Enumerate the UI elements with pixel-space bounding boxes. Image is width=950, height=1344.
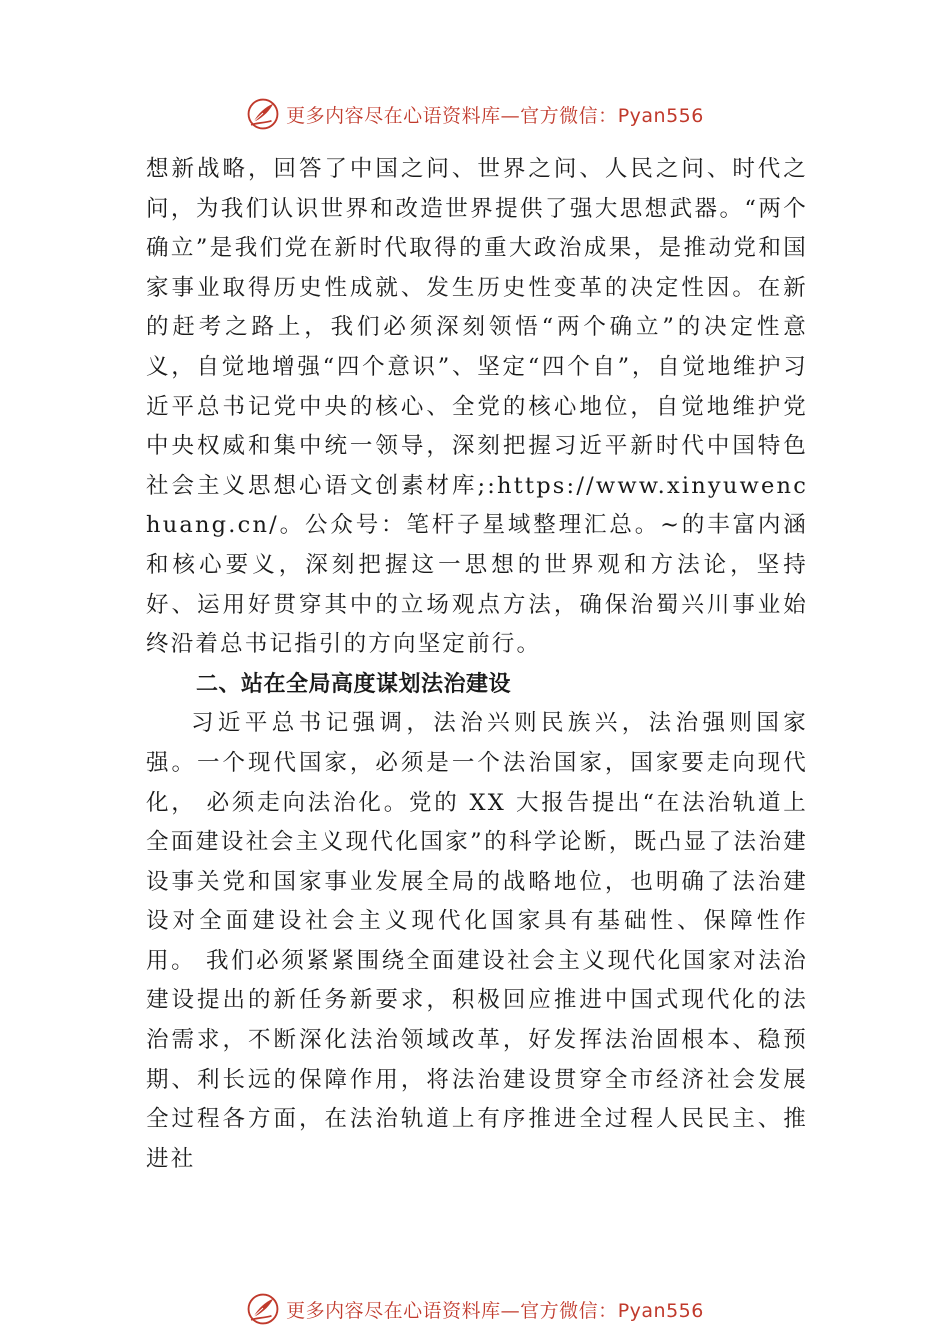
footer-banner xyxy=(0,1289,950,1329)
body-paragraph-2: 习近平总书记强调，法治兴则民族兴，法治强则国家强。一个现代国家，必须是一个法治国家，国家要走向现代化， 必须走向法治化。党的 XX 大报告提出“在法治轨道上全面建设社会主义现代化国家”的科学论断，既凸显了法治建设事关党和国家事业发展全局的战略地位，也明确了法治建设对全面建设社会主义现代化国家具有基础性、保障性作用。 我们必须紧紧围绕全面建设社会主义现代化国家对法治建设提出的新任务新要求，积极回应推进中国式现代化的法治需求，不断深化法治领域改革，好发挥法治固根本、稳预期、利长远的保障作用，将法治建设贯穿全市经济社会发展全过程各方面，在法治轨道上有序推进全过程人民民主、推进社 xyxy=(146,710,808,1172)
header-separator: — xyxy=(500,104,521,127)
footer-contact-label: 官方微信： xyxy=(520,1299,618,1322)
header-banner xyxy=(0,94,950,134)
header-brand-text: 更多内容尽在心语资料库 xyxy=(286,104,501,127)
body-paragraph-1: 想新战略，回答了中国之问、世界之问、人民之问、时代之问，为我们认识世界和改造世界提供了强大思想武器。“两个确立”是我们党在新时代取得的重大政治成果，是推动党和国家事业取得历史性成就、发生历史性变革的决定性因。在新的赶考之路上，我们必须深刻领悟“两个确立”的决定性意义，自觉地增强“四个意识”、坚定“四个自”，自觉地维护习近平总书记党中央的核心、全党的核心地位，自觉地维护党中央权威和集中统一领导，深刻把握习近平新时代中国特色社会主义思想心语文创素材库;:https://www.xinyuwenchuang.cn/。公众号：笔杆子星域整理汇总。~的丰富内涵和核心要义，深刻把握这一思想的世界观和方法论，坚持好、运用好贯穿其中的立场观点方法，确保治蜀兴川事业始终沿着总书记指引的方向坚定前行。 xyxy=(146,156,808,658)
footer-brand-text: 更多内容尽在心语资料库 xyxy=(286,1299,501,1322)
header-contact-id: Pyan556 xyxy=(617,104,704,127)
header-contact-label: 官方微信： xyxy=(520,104,618,127)
section-heading-2: 二、站在全局高度谋划法治建设 xyxy=(196,671,512,697)
document-body xyxy=(146,150,808,1179)
header-banner-text xyxy=(286,101,704,128)
footer-banner-text xyxy=(286,1296,704,1323)
quill-pen-logo-icon xyxy=(246,97,280,131)
footer-contact-id: Pyan556 xyxy=(617,1299,704,1322)
footer-separator: — xyxy=(500,1299,521,1322)
quill-pen-logo-icon xyxy=(246,1292,280,1326)
